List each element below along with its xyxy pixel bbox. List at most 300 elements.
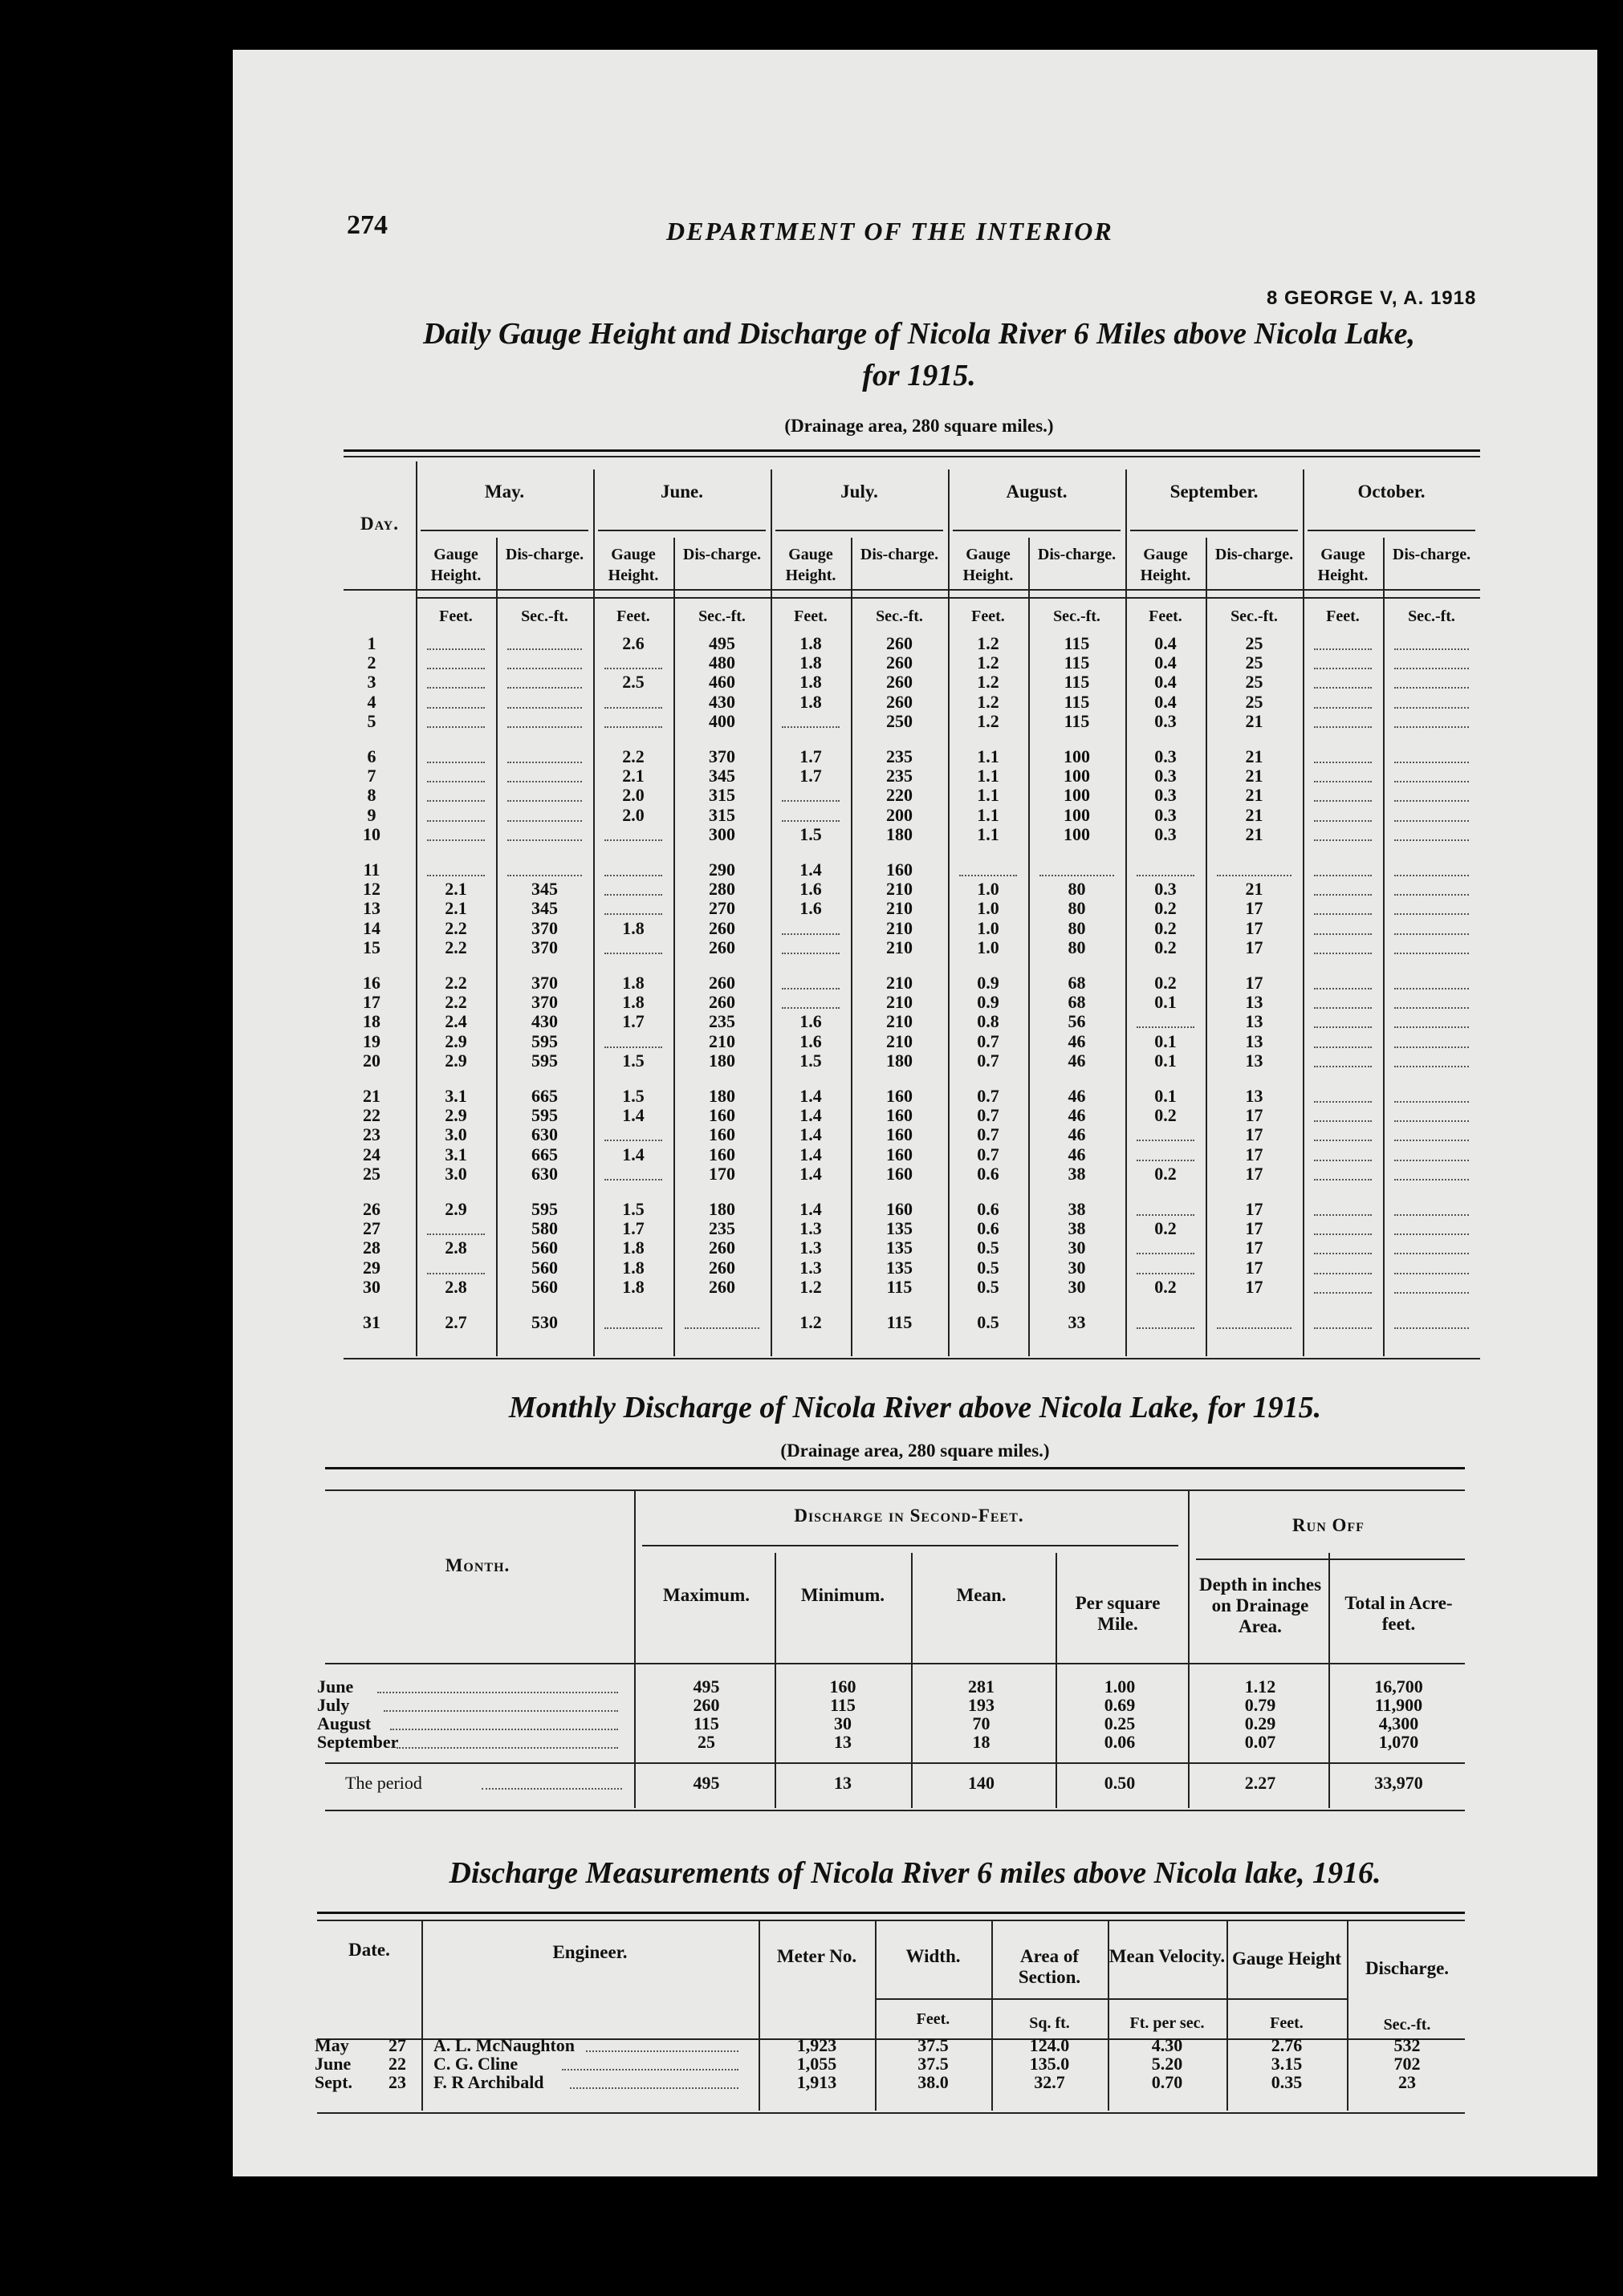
discharge-value: 135: [886, 1237, 913, 1258]
leader-dots: [604, 1327, 662, 1329]
monthly-vline: [1328, 1553, 1330, 1808]
gauge-value: 1.8: [622, 973, 645, 993]
unit-velocity: Ft. per sec.: [1129, 2014, 1205, 2032]
month-header: September.: [1169, 482, 1259, 502]
leader-dots: [1394, 668, 1469, 669]
unit-width: Feet.: [916, 2010, 950, 2028]
col-velocity-header: Mean Velocity.: [1108, 1946, 1226, 1966]
leader-dots: [782, 1007, 840, 1009]
leader-dots: [1314, 1066, 1372, 1067]
period-min-value: 13: [834, 1773, 852, 1793]
leader-dots: [1314, 913, 1372, 915]
discharge-value: 115: [1064, 652, 1090, 673]
discharge-value: 13: [1245, 1030, 1263, 1051]
col-mean-header: Mean.: [956, 1585, 1007, 1605]
gauge-value: 2.2: [445, 973, 467, 993]
leader-dots: [1314, 1140, 1372, 1141]
gauge-value: 1.0: [977, 898, 999, 919]
col-engineer-header: Engineer.: [552, 1942, 628, 1962]
leader-dots: [604, 1140, 662, 1141]
discharge-value: 210: [886, 898, 913, 919]
leader-dots: [507, 648, 582, 650]
monthly-persq-value: 0.69: [1104, 1695, 1136, 1715]
leader-dots: [427, 781, 485, 782]
leader-dots: [507, 875, 582, 876]
discharge-value: 160: [709, 1124, 735, 1145]
gauge-value: 1.3: [799, 1237, 822, 1258]
discharge-value: 210: [886, 992, 913, 1013]
monthly-rule-top2: [325, 1489, 1465, 1491]
meas-velocity-value: 4.30: [1151, 2035, 1183, 2055]
discharge-value: 180: [886, 823, 913, 844]
gauge-value: 0.3: [1154, 766, 1177, 786]
gauge-value: 1.2: [799, 1312, 822, 1332]
leader-dots: [427, 875, 485, 876]
discharge-value: 115: [1064, 691, 1090, 712]
discharge-value: 480: [709, 652, 735, 673]
leader-dots: [427, 839, 485, 841]
gauge-value: 0.1: [1154, 1050, 1177, 1071]
gauge-value: 0.2: [1154, 917, 1177, 938]
leader-dots: [507, 668, 582, 669]
leader-dots: [1314, 726, 1372, 728]
discharge-value: 17: [1245, 937, 1263, 957]
gauge-value: 0.8: [977, 1011, 999, 1032]
leader-dots: [507, 820, 582, 822]
leader-dots: [384, 1710, 618, 1712]
leader-dots: [1394, 1140, 1469, 1141]
discharge-value: 80: [1068, 917, 1086, 938]
monthly-total-value: 11,900: [1374, 1695, 1423, 1715]
discharge-value: 17: [1245, 898, 1263, 919]
leader-dots: [1394, 875, 1469, 876]
leader-dots: [1137, 1253, 1194, 1254]
unit-feet: Feet.: [439, 608, 473, 625]
discharge-value: 560: [531, 1276, 558, 1297]
discharge-header: Dis-charge.: [860, 546, 939, 563]
monthly-depth-value: 1.12: [1244, 1676, 1276, 1697]
discharge-value: 370: [531, 937, 558, 957]
gauge-value: 3.1: [445, 1144, 467, 1164]
monthly-vline: [1056, 1553, 1057, 1808]
discharge-value: 290: [709, 859, 735, 880]
discharge-value: 630: [531, 1124, 558, 1145]
monthly-persq-value: 1.00: [1104, 1676, 1136, 1697]
gauge-value: 1.4: [622, 1144, 645, 1164]
discharge-value: 17: [1245, 1276, 1263, 1297]
leader-dots: [1314, 839, 1372, 841]
discharge-value: 580: [531, 1218, 558, 1239]
leader-dots: [1314, 668, 1372, 669]
leader-dots: [604, 668, 662, 669]
leader-dots: [507, 726, 582, 728]
gauge-value: 0.5: [977, 1257, 999, 1278]
leader-dots: [427, 1233, 485, 1235]
gauge-height-header: Gauge Height.: [430, 546, 482, 584]
meas-rule-units-top: [875, 1998, 1347, 2000]
gauge-value: 3.0: [445, 1163, 467, 1184]
discharge-value: 25: [1245, 672, 1263, 693]
leader-dots: [1217, 1327, 1291, 1329]
engineer-name: A. L. McNaughton: [433, 2035, 576, 2055]
leader-dots: [604, 707, 662, 709]
monthly-min-value: 30: [834, 1713, 852, 1733]
leader-dots: [1314, 707, 1372, 709]
discharge-value: 56: [1068, 1011, 1086, 1032]
leader-dots: [1039, 875, 1114, 876]
gauge-value: 1.4: [799, 1086, 822, 1106]
leader-dots: [1394, 762, 1469, 763]
day-number: 18: [363, 1011, 380, 1032]
gauge-value: 2.2: [622, 746, 645, 766]
gauge-value: 1.6: [799, 898, 822, 919]
gauge-value: 1.8: [622, 917, 645, 938]
discharge-value: 180: [709, 1050, 735, 1071]
leader-dots: [1314, 781, 1372, 782]
discharge-value: 160: [886, 1105, 913, 1126]
gauge-value: 1.4: [799, 1105, 822, 1126]
discharge-value: 260: [709, 917, 735, 938]
discharge-value: 25: [1245, 633, 1263, 653]
period-persq-value: 0.50: [1104, 1773, 1136, 1793]
discharge-value: 100: [1064, 804, 1090, 825]
gauge-value: 0.5: [977, 1237, 999, 1258]
meas-gauge-value: 0.35: [1271, 2072, 1303, 2092]
monthly-rule-group: [1196, 1558, 1465, 1560]
unit-sec-ft: Sec.-ft.: [521, 608, 568, 625]
daily-rule-month: [775, 530, 943, 531]
period-max-value: 495: [693, 1773, 720, 1793]
leader-dots: [507, 762, 582, 763]
runoff-group-header: Run Off: [1292, 1515, 1365, 1535]
gauge-value: 1.8: [622, 1276, 645, 1297]
gauge-value: 1.8: [622, 1237, 645, 1258]
date-day: 22: [388, 2054, 406, 2074]
leader-dots: [1394, 988, 1469, 990]
leader-dots: [377, 1692, 618, 1693]
leader-dots: [1314, 1160, 1372, 1161]
leader-dots: [397, 1747, 618, 1749]
date-month: Sept.: [315, 2072, 353, 2092]
leader-dots: [959, 875, 1017, 876]
col-per-square-header: Per square Mile.: [1075, 1593, 1161, 1634]
gauge-value: 0.7: [977, 1124, 999, 1145]
discharge-value: 220: [886, 785, 913, 806]
daily-title-line2: for 1915.: [862, 359, 976, 392]
day-number: 22: [363, 1105, 380, 1126]
gauge-value: 1.2: [799, 1276, 822, 1297]
leader-dots: [1137, 1026, 1194, 1028]
gauge-value: 0.3: [1154, 710, 1177, 731]
day-number: 28: [363, 1237, 380, 1258]
date-day: 23: [388, 2072, 406, 2092]
leader-dots: [1394, 1233, 1469, 1235]
daily-subtitle: (Drainage area, 280 square miles.): [784, 416, 1054, 436]
discharge-value: 46: [1068, 1030, 1086, 1051]
monthly-min-value: 160: [829, 1676, 856, 1697]
day-number: 8: [367, 785, 376, 806]
discharge-value: 13: [1245, 1011, 1263, 1032]
discharge-value: 260: [709, 937, 735, 957]
gauge-value: 0.3: [1154, 879, 1177, 900]
gauge-value: 0.2: [1154, 898, 1177, 919]
gauge-value: 1.8: [799, 691, 822, 712]
daily-vline-sub: [1383, 538, 1385, 1356]
discharge-value: 30: [1068, 1276, 1086, 1297]
day-number: 30: [363, 1276, 380, 1297]
day-number: 29: [363, 1257, 380, 1278]
leader-dots: [782, 820, 840, 822]
leader-dots: [427, 648, 485, 650]
leader-dots: [1394, 707, 1469, 709]
gauge-value: 1.4: [799, 1199, 822, 1219]
discharge-value: 46: [1068, 1086, 1086, 1106]
meas-meter-value: 1,055: [796, 2054, 837, 2074]
meas-velocity-value: 5.20: [1151, 2054, 1183, 2074]
discharge-value: 260: [709, 992, 735, 1013]
unit-discharge: Sec.-ft.: [1383, 2016, 1431, 2034]
leader-dots: [1314, 1007, 1372, 1009]
gauge-value: 0.3: [1154, 785, 1177, 806]
discharge-value: 17: [1245, 1144, 1263, 1164]
day-number: 20: [363, 1050, 380, 1071]
leader-dots: [1394, 1327, 1469, 1329]
daily-vline-month: [1303, 469, 1304, 1356]
measurements-title: Discharge Measurements of Nicola River 6 miles above Nicola lake, 1916.: [449, 1856, 1381, 1890]
gauge-value: 2.2: [445, 992, 467, 1013]
unit-sec-ft: Sec.-ft.: [1408, 608, 1455, 625]
leader-dots: [1394, 726, 1469, 728]
gauge-value: 1.2: [977, 633, 999, 653]
discharge-value: 260: [709, 1257, 735, 1278]
discharge-value: 200: [886, 804, 913, 825]
monthly-depth-value: 0.07: [1244, 1732, 1276, 1752]
gauge-value: 1.1: [977, 766, 999, 786]
gauge-value: 2.0: [622, 785, 645, 806]
daily-rule-month: [598, 530, 766, 531]
gauge-value: 1.5: [622, 1086, 645, 1106]
discharge-value: 160: [886, 1144, 913, 1164]
discharge-value: 160: [709, 1105, 735, 1126]
discharge-value: 80: [1068, 898, 1086, 919]
discharge-value: 30: [1068, 1237, 1086, 1258]
leader-dots: [1137, 1140, 1194, 1141]
gauge-value: 0.6: [977, 1218, 999, 1239]
engineer-name: C. G. Cline: [433, 2054, 519, 2074]
discharge-value: 115: [1064, 710, 1090, 731]
monthly-rule-top: [325, 1467, 1465, 1469]
month-header: October.: [1357, 482, 1426, 502]
engineer-name: F. R Archibald: [433, 2072, 544, 2092]
leader-dots: [507, 781, 582, 782]
daily-rule-month: [1308, 530, 1475, 531]
meas-width-value: 37.5: [917, 2035, 949, 2055]
gauge-height-header: Gauge Height.: [785, 546, 836, 584]
unit-feet: Feet.: [1326, 608, 1360, 625]
gauge-value: 3.1: [445, 1086, 467, 1106]
gauge-value: 0.9: [977, 973, 999, 993]
discharge-value: 210: [886, 1030, 913, 1051]
leader-dots: [482, 1788, 622, 1790]
gauge-value: 0.6: [977, 1163, 999, 1184]
gauge-value: 2.9: [445, 1030, 467, 1051]
discharge-value: 21: [1245, 785, 1263, 806]
discharge-value: 315: [709, 804, 735, 825]
discharge-value: 595: [531, 1105, 558, 1126]
leader-dots: [1314, 988, 1372, 990]
gauge-value: 2.9: [445, 1050, 467, 1071]
leader-dots: [562, 2069, 738, 2070]
discharge-value: 210: [886, 1011, 913, 1032]
leader-dots: [1394, 800, 1469, 802]
leader-dots: [1394, 953, 1469, 954]
day-number: 12: [363, 879, 380, 900]
leader-dots: [1137, 1214, 1194, 1216]
meas-area-value: 124.0: [1029, 2035, 1070, 2055]
leader-dots: [1394, 648, 1469, 650]
gauge-value: 1.2: [977, 652, 999, 673]
discharge-value: 68: [1068, 992, 1086, 1013]
discharge-value: 25: [1245, 691, 1263, 712]
discharge-value: 115: [1064, 633, 1090, 653]
discharge-value: 235: [709, 1011, 735, 1032]
gauge-value: 2.6: [622, 633, 645, 653]
monthly-mean-value: 70: [972, 1713, 990, 1733]
leader-dots: [427, 1273, 485, 1274]
discharge-value: 345: [709, 766, 735, 786]
leader-dots: [604, 894, 662, 896]
discharge-value: 260: [709, 1237, 735, 1258]
discharge-value: 180: [709, 1086, 735, 1106]
day-number: 9: [367, 804, 376, 825]
leader-dots: [1137, 875, 1194, 876]
period-mean-value: 140: [968, 1773, 995, 1793]
leader-dots: [390, 1729, 618, 1730]
leader-dots: [507, 800, 582, 802]
leader-dots: [1314, 800, 1372, 802]
discharge-value: 370: [531, 992, 558, 1013]
month-header: July.: [840, 482, 878, 502]
unit-sec-ft: Sec.-ft.: [1053, 608, 1100, 625]
leader-dots: [427, 687, 485, 689]
leader-dots: [1394, 1101, 1469, 1103]
gauge-value: 2.9: [445, 1105, 467, 1126]
discharge-value: 210: [886, 973, 913, 993]
discharge-value: 315: [709, 785, 735, 806]
day-number: 25: [363, 1163, 380, 1184]
gauge-value: 0.7: [977, 1030, 999, 1051]
gauge-value: 0.7: [977, 1086, 999, 1106]
discharge-value: 170: [709, 1163, 735, 1184]
discharge-value: 180: [709, 1199, 735, 1219]
page-number: 274: [347, 210, 388, 240]
day-number: 24: [363, 1144, 380, 1164]
discharge-value: 260: [886, 633, 913, 653]
discharge-value: 210: [886, 879, 913, 900]
day-number: 17: [363, 992, 380, 1013]
discharge-header: Dis-charge.: [1392, 546, 1471, 563]
gauge-value: 2.0: [622, 804, 645, 825]
leader-dots: [604, 953, 662, 954]
discharge-value: 21: [1245, 710, 1263, 731]
leader-dots: [1314, 820, 1372, 822]
leader-dots: [1394, 933, 1469, 935]
period-total-value: 33,970: [1374, 1773, 1423, 1793]
leader-dots: [604, 839, 662, 841]
leader-dots: [1314, 1046, 1372, 1048]
discharge-value: 46: [1068, 1050, 1086, 1071]
gauge-value: 1.8: [799, 652, 822, 673]
day-number: 7: [367, 766, 376, 786]
discharge-value: 235: [886, 766, 913, 786]
gauge-value: 1.5: [622, 1199, 645, 1219]
discharge-value: 160: [886, 1163, 913, 1184]
meas-rule-top: [317, 1912, 1465, 1914]
day-number: 14: [363, 917, 380, 938]
gauge-value: 1.2: [977, 672, 999, 693]
monthly-max-value: 115: [694, 1713, 719, 1733]
discharge-value: 370: [531, 917, 558, 938]
leader-dots: [1314, 1101, 1372, 1103]
leader-dots: [1314, 1026, 1372, 1028]
month-header: August.: [1006, 482, 1068, 502]
discharge-value: 630: [531, 1163, 558, 1184]
leader-dots: [427, 726, 485, 728]
discharge-value: 17: [1245, 1199, 1263, 1219]
meas-rule-bottom: [317, 2112, 1465, 2114]
col-date-header: Date.: [348, 1940, 390, 1960]
discharge-value: 38: [1068, 1218, 1086, 1239]
day-number: 11: [363, 859, 380, 880]
meas-meter-value: 1,913: [796, 2072, 837, 2092]
gauge-value: 1.8: [799, 633, 822, 653]
col-gauge-header: Gauge Height: [1231, 1949, 1342, 1969]
month-name: July: [317, 1695, 350, 1715]
gauge-value: 0.5: [977, 1276, 999, 1297]
date-month: May: [315, 2035, 349, 2055]
unit-feet: Feet.: [971, 608, 1005, 625]
gauge-value: 2.9: [445, 1199, 467, 1219]
monthly-max-value: 495: [693, 1676, 720, 1697]
gauge-value: 1.1: [977, 785, 999, 806]
day-number: 3: [367, 672, 376, 693]
meas-width-value: 38.0: [917, 2072, 949, 2092]
monthly-min-value: 13: [834, 1732, 852, 1752]
day-number: 15: [363, 937, 380, 957]
discharge-value: 260: [709, 1276, 735, 1297]
col-minimum-header: Minimum.: [800, 1585, 885, 1605]
leader-dots: [1394, 1179, 1469, 1181]
leader-dots: [1394, 1120, 1469, 1122]
leader-dots: [1314, 1233, 1372, 1235]
gauge-value: 1.1: [977, 746, 999, 766]
gauge-value: 1.8: [622, 992, 645, 1013]
leader-dots: [1314, 1273, 1372, 1274]
gauge-height-header: Gauge Height.: [1140, 546, 1191, 584]
discharge-value: 160: [886, 859, 913, 880]
leader-dots: [1314, 875, 1372, 876]
discharge-value: 13: [1245, 992, 1263, 1013]
discharge-value: 560: [531, 1257, 558, 1278]
gauge-value: 0.1: [1154, 1030, 1177, 1051]
monthly-vline: [634, 1491, 636, 1808]
daily-rule-bottom: [344, 1358, 1480, 1359]
day-number: 16: [363, 973, 380, 993]
monthly-rule-bottom: [325, 1810, 1465, 1811]
gauge-value: 1.7: [622, 1011, 645, 1032]
unit-feet: Feet.: [616, 608, 650, 625]
monthly-depth-value: 0.79: [1244, 1695, 1276, 1715]
